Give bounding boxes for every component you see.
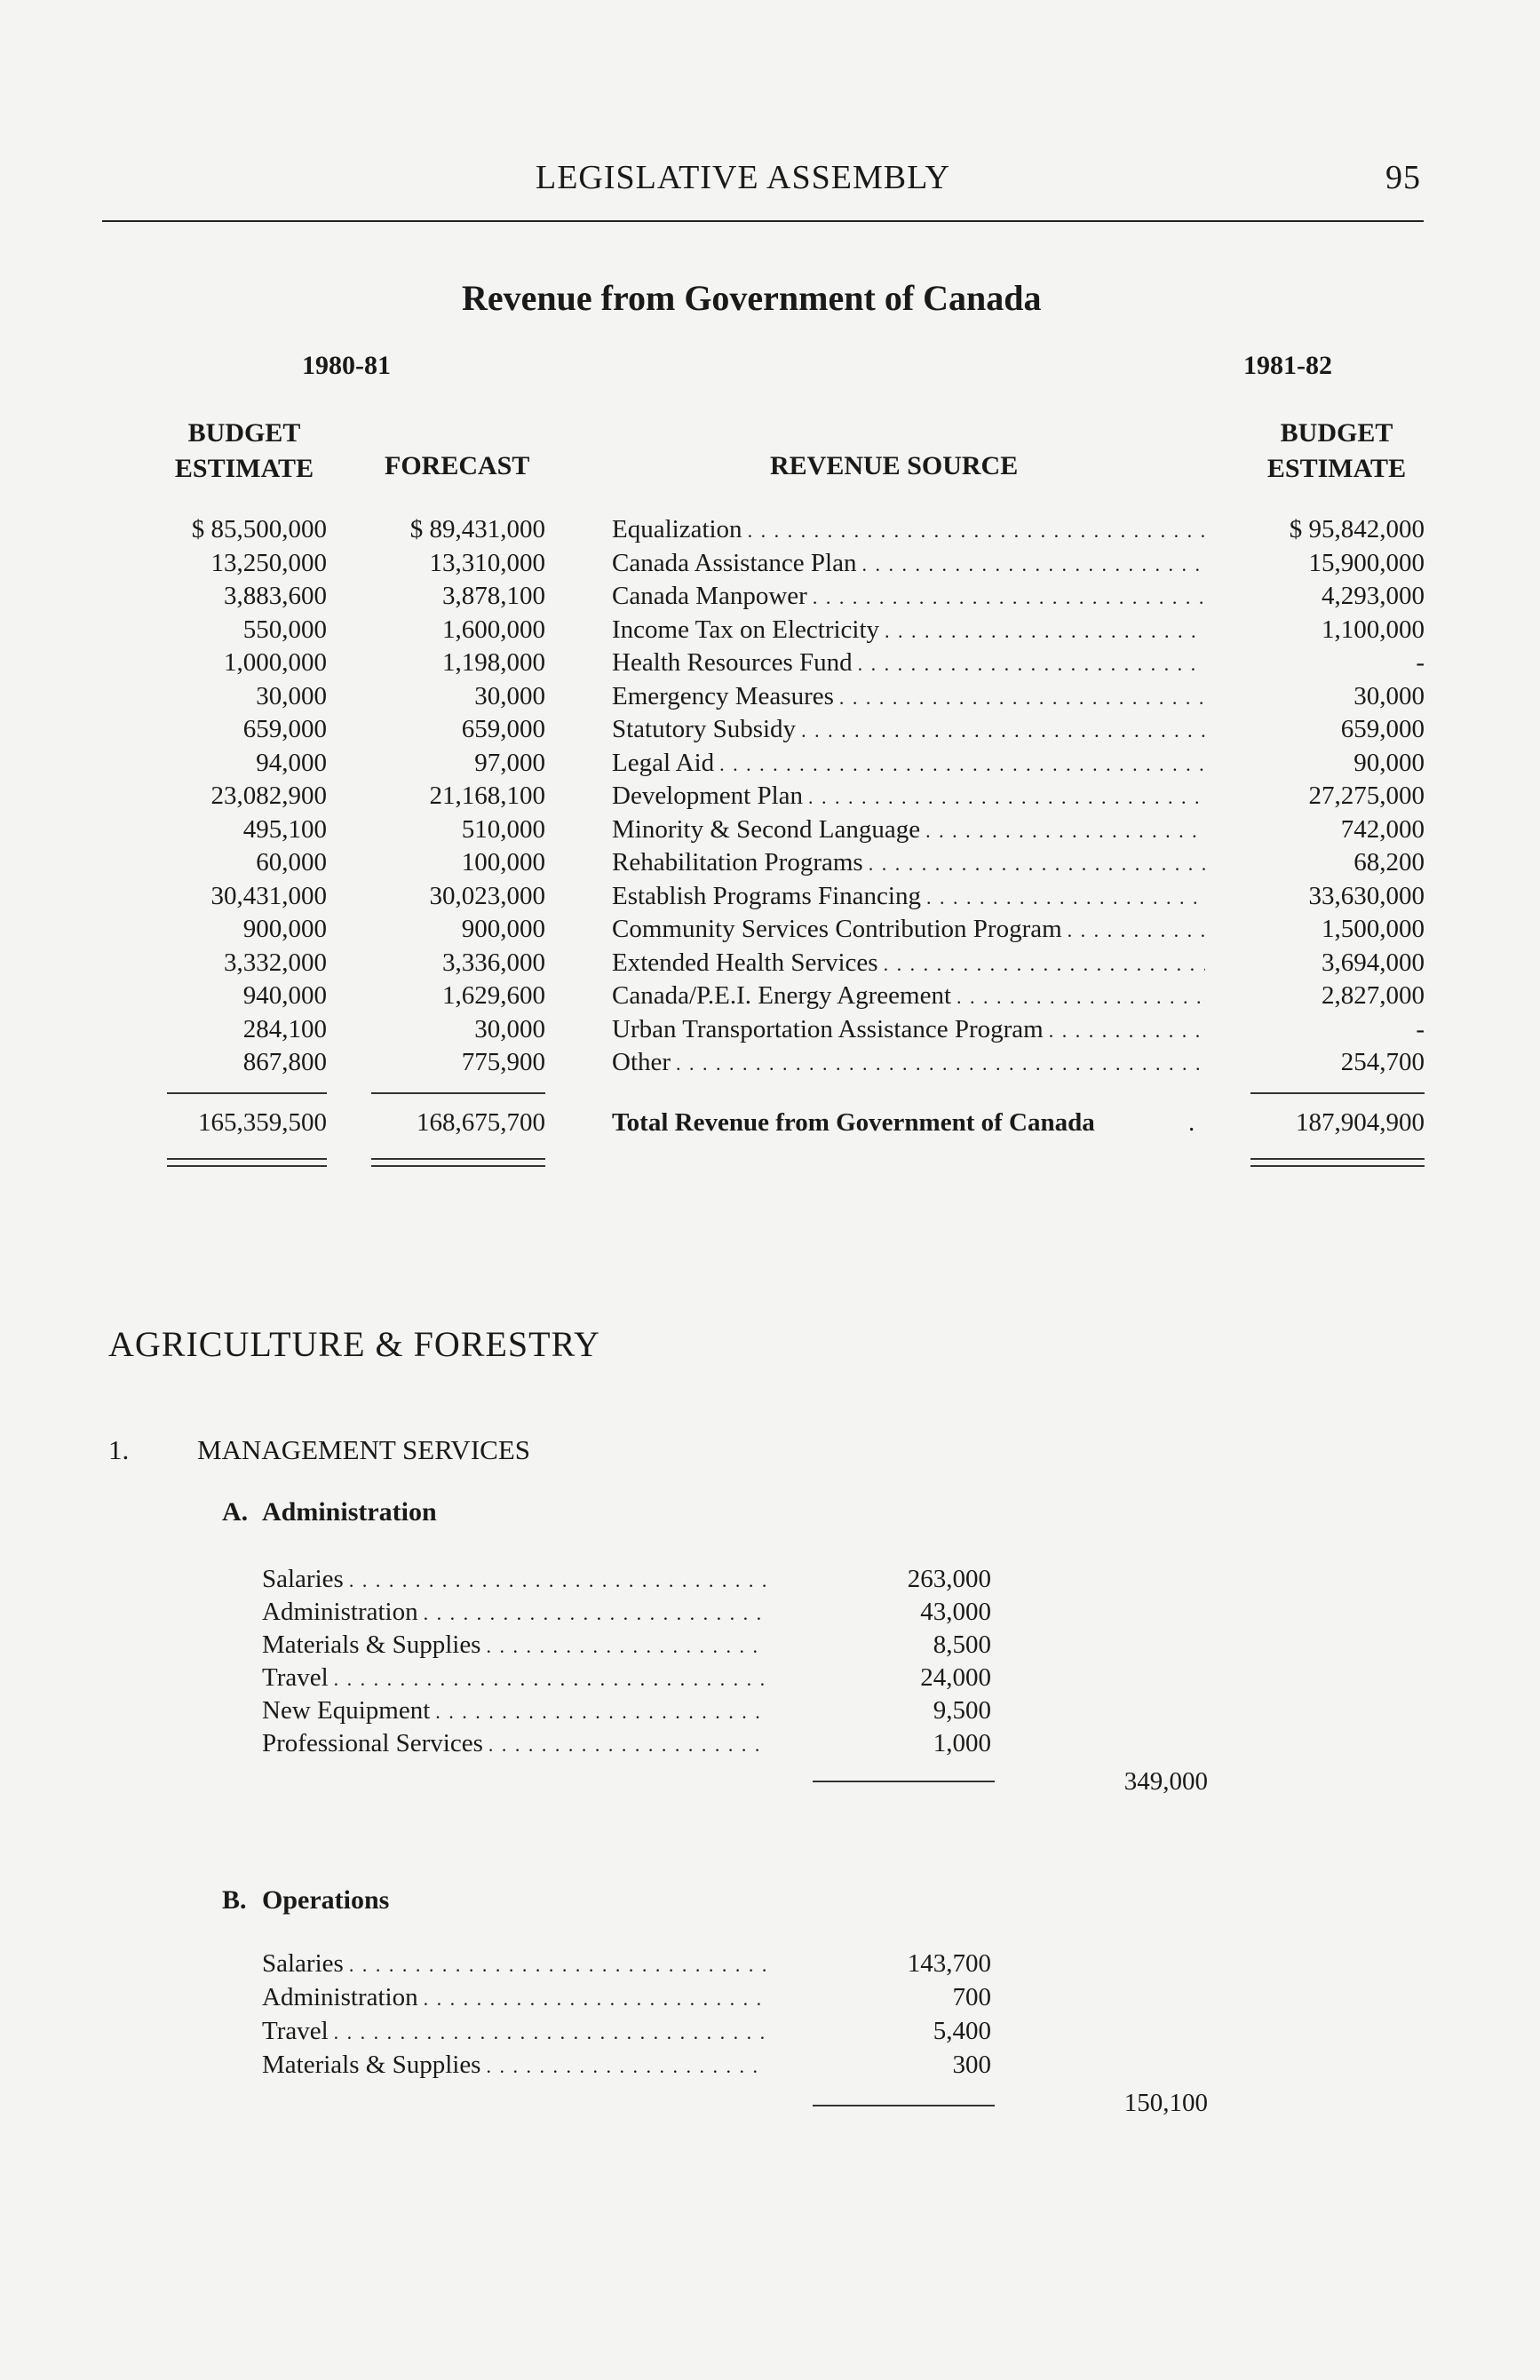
line-item: [262, 1983, 766, 2012]
leader-dots: [926, 886, 1205, 909]
revenue-budget-left: 550,000: [242, 615, 327, 644]
revenue-table-title: Revenue from Government of Canada: [462, 278, 1042, 318]
line-item: [262, 2017, 766, 2046]
revenue-source: Establish Programs Financing: [612, 881, 921, 910]
double-rule-budget-left-1: [167, 1158, 327, 1160]
line-item-label: Administration: [262, 1983, 418, 2011]
revenue-budget-right: 15,900,000: [1308, 548, 1425, 577]
line-item-label: Salaries: [262, 1565, 344, 1593]
page-header-title: LEGISLATIVE ASSEMBLY: [536, 159, 950, 196]
revenue-budget-right: 68,200: [1353, 848, 1425, 877]
line-item-label: Salaries: [262, 1949, 344, 1978]
revenue-forecast: 13,310,000: [429, 548, 545, 577]
revenue-source-row: [612, 981, 1205, 1011]
revenue-budget-left: 900,000: [242, 915, 327, 943]
leader-dots: [885, 620, 1205, 643]
revenue-source-row: [612, 582, 1205, 611]
revenue-budget-right: 742,000: [1340, 814, 1425, 844]
rule-forecast: [371, 1092, 545, 1094]
revenue-budget-right: 659,000: [1340, 715, 1425, 743]
revenue-source: Rehabilitation Programs: [612, 848, 863, 877]
year-right: 1981-82: [1243, 351, 1332, 380]
revenue-source-row: [612, 1015, 1205, 1044]
revenue-forecast: 3,336,000: [442, 948, 545, 977]
line-item-label: Materials & Supplies: [262, 1630, 481, 1659]
revenue-source: Other: [612, 1048, 671, 1076]
header-rule: [102, 220, 1424, 222]
leader-dots: [435, 1701, 766, 1724]
col-header-budget-left: BUDGET ESTIMATE: [174, 418, 314, 483]
line-item-label: Professional Services: [262, 1729, 483, 1757]
revenue-forecast: 1,198,000: [442, 648, 545, 677]
leader-dots: [869, 853, 1205, 876]
revenue-source-row: [612, 815, 1205, 845]
leader-dots: [334, 1668, 766, 1691]
total-budget-right: 187,904,900: [1296, 1108, 1425, 1137]
revenue-source-row: [612, 515, 1205, 544]
revenue-source: Canada Assistance Plan: [612, 548, 857, 577]
leader-dots: [719, 753, 1205, 776]
revenue-forecast: 30,000: [474, 1014, 545, 1043]
revenue-forecast: 97,000: [474, 748, 545, 777]
revenue-forecast: 775,900: [461, 1048, 545, 1076]
leader-dots: [884, 953, 1205, 976]
revenue-budget-left: 659,000: [242, 715, 327, 743]
revenue-source: Community Services Contribution Program: [612, 915, 1062, 943]
revenue-budget-left: $ 85,500,000: [191, 515, 327, 543]
line-item-amount: 143,700: [907, 1949, 991, 1978]
revenue-source: Development Plan: [612, 781, 804, 810]
leader-dots: [861, 553, 1205, 576]
leader-dots: [349, 1954, 766, 1977]
revenue-budget-right: 30,000: [1353, 681, 1425, 710]
revenue-budget-left: 3,883,600: [224, 582, 327, 610]
revenue-budget-right: 1,100,000: [1322, 615, 1425, 644]
revenue-source-row: [612, 682, 1205, 711]
leader-dots: [839, 686, 1205, 710]
double-rule-budget-right-2: [1250, 1165, 1425, 1167]
revenue-budget-right: -: [1416, 648, 1425, 677]
revenue-forecast: 30,000: [474, 681, 545, 710]
double-rule-budget-right-1: [1250, 1158, 1425, 1160]
leader-dots: [813, 586, 1205, 609]
leader-dots: [925, 820, 1205, 843]
total-budget-left: 165,359,500: [198, 1108, 327, 1137]
line-item: [262, 1729, 766, 1758]
line-item: [262, 1696, 766, 1726]
total-forecast: 168,675,700: [417, 1108, 545, 1137]
revenue-source: Health Resources Fund: [612, 648, 853, 677]
line-item: [262, 1663, 766, 1693]
revenue-source: Urban Transportation Assistance Program: [612, 1014, 1044, 1043]
revenue-source: Legal Aid: [612, 748, 715, 777]
leader-dots: [349, 1569, 766, 1592]
revenue-budget-left: 1,000,000: [224, 648, 327, 677]
revenue-source-row: [612, 848, 1205, 877]
revenue-source: Statutory Subsidy: [612, 715, 797, 743]
sub-a-total-rule: [813, 1781, 995, 1782]
revenue-source-row: [612, 1048, 1205, 1077]
line-item-amount: 1,000: [933, 1729, 991, 1757]
department-heading: AGRICULTURE & FORESTRY: [108, 1324, 600, 1364]
line-item: [262, 1949, 766, 1979]
line-item: [262, 1565, 766, 1594]
revenue-source-row: [612, 948, 1205, 978]
revenue-forecast: 900,000: [461, 915, 545, 943]
line-item-amount: 700: [952, 1983, 991, 2011]
revenue-source-row: [612, 882, 1205, 911]
revenue-source: Canada/P.E.I. Energy Agreement: [612, 981, 951, 1010]
leader-dots: [957, 986, 1205, 1009]
revenue-budget-right: $ 95,842,000: [1289, 515, 1425, 543]
revenue-budget-left: 13,250,000: [210, 548, 327, 577]
revenue-source-row: [612, 549, 1205, 578]
double-rule-forecast-1: [371, 1158, 545, 1160]
leader-dots: [676, 1052, 1205, 1075]
revenue-budget-left: 23,082,900: [210, 781, 327, 810]
revenue-source-row: [612, 648, 1205, 678]
sub-a-total: 349,000: [1123, 1767, 1208, 1796]
line-item-label: Materials & Supplies: [262, 2051, 481, 2079]
sub-b-total: 150,100: [1123, 2089, 1208, 2117]
col-header-forecast: FORECAST: [385, 451, 530, 480]
line-item-amount: 5,400: [933, 2017, 991, 2045]
revenue-budget-right: 4,293,000: [1322, 582, 1425, 610]
line-item-label: Administration: [262, 1598, 418, 1626]
line-item: [262, 1630, 766, 1660]
revenue-source: Income Tax on Electricity: [612, 615, 880, 644]
col-header-source: REVENUE SOURCE: [770, 451, 1019, 480]
leader-dots: [1068, 919, 1205, 942]
revenue-source-row: [612, 749, 1205, 778]
leader-dots: [424, 1987, 766, 2011]
leader-dots: [808, 786, 1205, 809]
line-item-amount: 43,000: [920, 1598, 991, 1626]
revenue-budget-left: 60,000: [256, 848, 327, 877]
rule-budget-right: [1250, 1092, 1425, 1094]
leader-dots: [801, 719, 1205, 742]
section-title: MANAGEMENT SERVICES: [197, 1434, 530, 1465]
revenue-forecast: 510,000: [461, 814, 545, 844]
revenue-forecast: $ 89,431,000: [409, 515, 545, 543]
line-item-amount: 263,000: [907, 1565, 991, 1593]
revenue-source: Emergency Measures: [612, 681, 834, 710]
revenue-budget-left: 495,100: [242, 814, 327, 844]
sub-a-letter: A.: [222, 1497, 249, 1527]
revenue-budget-right: 3,694,000: [1322, 948, 1425, 977]
revenue-forecast: 659,000: [461, 715, 545, 743]
line-item-label: New Equipment: [262, 1696, 431, 1725]
line-item-label: Travel: [262, 1663, 329, 1692]
revenue-budget-right: -: [1416, 1014, 1425, 1043]
leader-dots: [858, 653, 1205, 676]
total-label: Total Revenue from Government of Canada: [612, 1108, 1095, 1137]
revenue-budget-left: 30,431,000: [210, 881, 327, 910]
revenue-forecast: 100,000: [461, 848, 545, 877]
line-item-amount: 300: [952, 2051, 991, 2079]
double-rule-forecast-2: [371, 1165, 545, 1167]
line-item-amount: 8,500: [933, 1630, 991, 1659]
line-item: [262, 2051, 766, 2080]
col-header-budget-right: BUDGET ESTIMATE: [1266, 418, 1407, 483]
revenue-source: Equalization: [612, 515, 742, 543]
page-number: 95: [1385, 159, 1421, 196]
sub-a-title: Administration: [262, 1497, 437, 1527]
revenue-budget-right: 90,000: [1353, 748, 1425, 777]
revenue-source: Canada Manpower: [612, 582, 807, 610]
revenue-budget-right: 1,500,000: [1322, 915, 1425, 943]
revenue-source: Minority & Second Language: [612, 814, 921, 844]
revenue-source-row: [612, 915, 1205, 944]
revenue-source-row: [612, 781, 1205, 811]
line-item-amount: 9,500: [933, 1696, 991, 1725]
line-item-amount: 24,000: [920, 1663, 991, 1692]
revenue-source: Extended Health Services: [612, 948, 878, 977]
sub-b-letter: B.: [222, 1885, 247, 1915]
total-label-dot: .: [1188, 1108, 1195, 1137]
revenue-forecast: 21,168,100: [429, 781, 545, 810]
revenue-budget-left: 867,800: [242, 1048, 327, 1076]
revenue-source-row: [612, 615, 1205, 645]
revenue-budget-right: 27,275,000: [1308, 781, 1425, 810]
revenue-forecast: 1,629,600: [442, 981, 545, 1010]
year-left: 1980-81: [302, 351, 391, 380]
leader-dots: [748, 520, 1205, 543]
leader-dots: [424, 1602, 766, 1625]
revenue-budget-left: 284,100: [242, 1014, 327, 1043]
revenue-budget-left: 940,000: [242, 981, 327, 1010]
revenue-forecast: 1,600,000: [442, 615, 545, 644]
sub-b-title: Operations: [262, 1885, 390, 1915]
rule-budget-left: [167, 1092, 327, 1094]
double-rule-budget-left-2: [167, 1165, 327, 1167]
section-number: 1.: [108, 1434, 130, 1465]
leader-dots: [488, 1733, 766, 1757]
leader-dots: [486, 2055, 766, 2078]
leader-dots: [1049, 1019, 1205, 1043]
leader-dots: [486, 1635, 766, 1658]
line-item: [262, 1598, 766, 1627]
revenue-budget-right: 33,630,000: [1308, 881, 1425, 910]
revenue-forecast: 30,023,000: [429, 881, 545, 910]
leader-dots: [334, 2021, 766, 2044]
revenue-budget-right: 254,700: [1340, 1048, 1425, 1076]
revenue-budget-left: 30,000: [256, 681, 327, 710]
line-item-label: Travel: [262, 2017, 329, 2045]
revenue-budget-left: 94,000: [256, 748, 327, 777]
sub-b-total-rule: [813, 2105, 995, 2106]
revenue-forecast: 3,878,100: [442, 582, 545, 610]
revenue-budget-left: 3,332,000: [224, 948, 327, 977]
revenue-source-row: [612, 715, 1205, 744]
revenue-budget-right: 2,827,000: [1322, 981, 1425, 1010]
